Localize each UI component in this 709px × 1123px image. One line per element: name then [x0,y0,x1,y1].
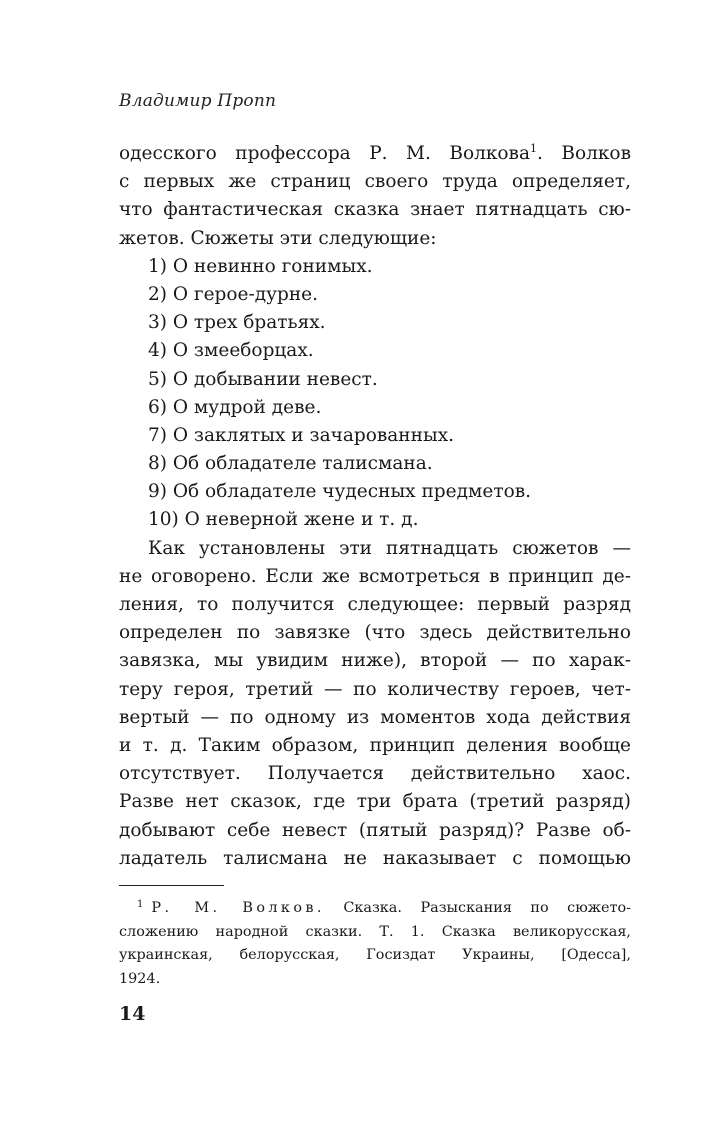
text-line: не оговорено. Если же всмотреться в принцип де- [119,565,631,587]
text-line: и т. д. Таким образом, принцип деления вообще [119,734,631,756]
running-header-author: Владимир Пропп [119,91,277,111]
footnote-separator [119,885,224,886]
text-fragment: одесского профессора Р. М. Волкова [119,143,530,164]
list-item: 3) О трех братьях. [148,312,326,334]
footnote-ref[interactable]: 1 [530,142,537,155]
footnote-line [119,897,631,921]
list-item: 6) О мудрой деве. [148,396,322,418]
list-item: 5) О добывании невест. [148,368,378,390]
main-text [119,140,631,873]
list-item: 7) О заклятых и зачарованных. [148,424,455,446]
text-line: ления, то получится следующее: первый разряд [119,594,631,615]
list-item: 9) Об обладателе чудесных предметов. [148,481,531,503]
text-line: определен по завязке (что здесь действительно [119,622,631,644]
footnote-author: Р. М. Волков. [151,900,325,916]
footnote [119,897,631,991]
list-item: 1) О невинно гонимых. [148,255,373,277]
page-number: 14 [119,1003,146,1025]
list-item: 4) О змееборцах. [148,340,314,362]
text-line: что фантастическая сказка знает пятнадцать сю- [119,199,631,221]
text-line [119,140,631,168]
footnote-line: украинская, белорусская, Госиздат Украины, [Одесса], [119,947,631,963]
text-fragment: . Волков [537,143,631,164]
list-item: 10) О неверной жене и т. д. [148,509,419,531]
text-line: вертый — по одному из моментов хода действия [119,706,631,728]
text-line: ладатель талисмана не наказывает с помощью [119,847,631,869]
list-item: 2) О герое-дурне. [148,283,319,305]
text-line: добывают себе невест (пятый разряд)? Разве об- [119,819,631,841]
text-line: с первых же страниц своего труда определяет, [119,171,631,193]
text-line: жетов. Сюжеты эти следующие: [119,227,437,249]
footnote-mark: 1 [137,899,144,910]
list-item: 8) Об обладателе талисмана. [148,453,433,475]
footnote-line: 1924. [119,970,161,987]
text-line: Как установлены эти пятнадцать сюжетов — [148,537,631,559]
text-line: теру героя, третий — по количеству героев, чет- [119,678,631,700]
text-fragment: Сказка. Разыскания по сюжето- [343,900,631,916]
footnote-line: сложению народной сказки. Т. 1. Сказка великорусская, [119,923,631,940]
text-line: Разве нет сказок, где три брата (третий разряд) [119,791,631,813]
text-line: отсутствует. Получается действительно хаос. [119,763,631,785]
text-line: завязка, мы увидим ниже), второй — по харак- [119,650,631,672]
